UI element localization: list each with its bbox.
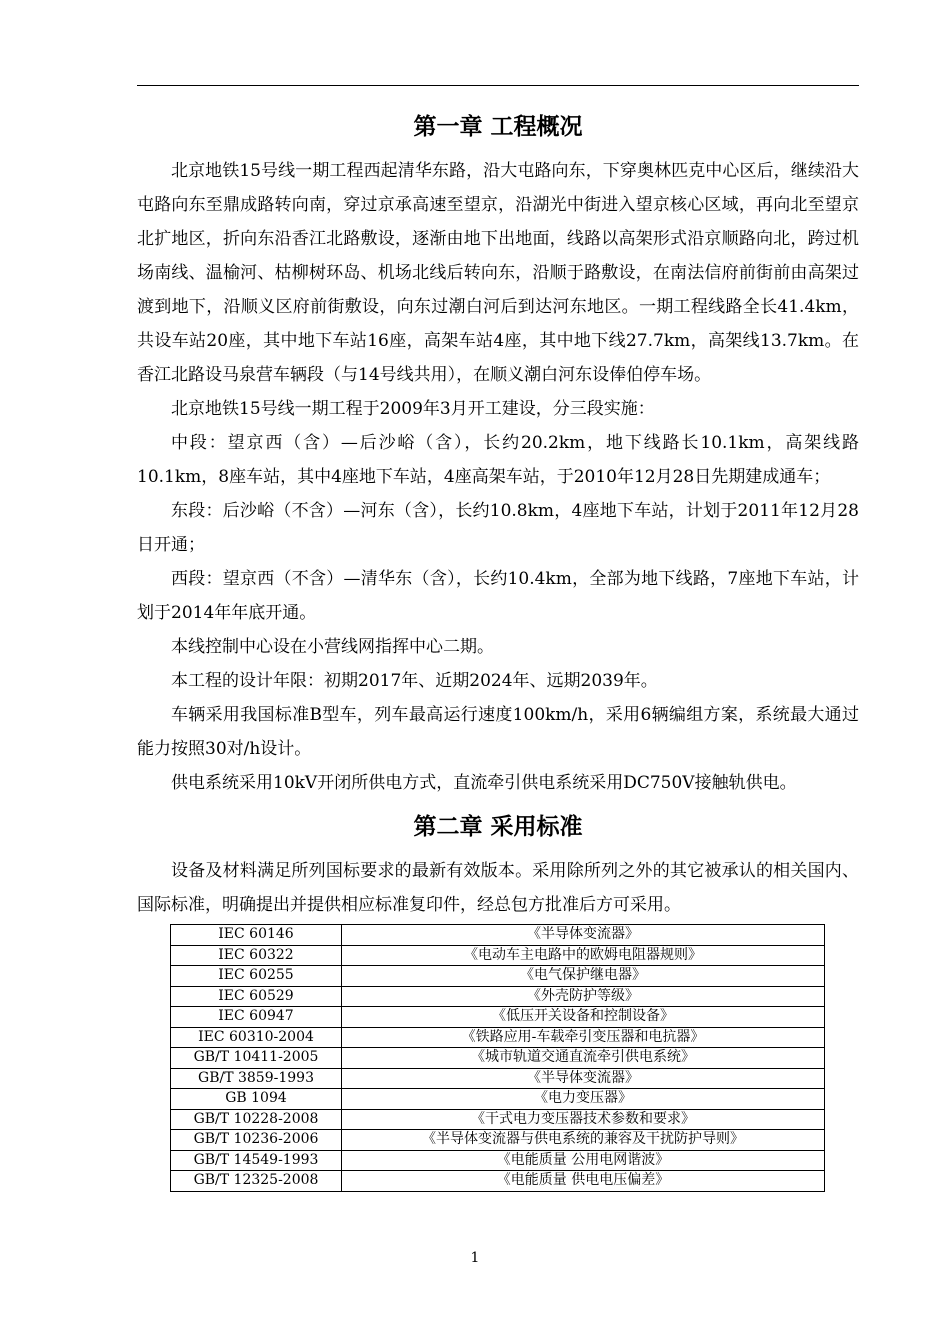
standard-name: 《半导体变流器》 — [342, 925, 825, 946]
standard-code: GB/T 12325-2008 — [171, 1171, 342, 1192]
table-row — [171, 1109, 825, 1130]
standard-code: GB/T 10228-2008 — [171, 1109, 342, 1130]
standard-code: GB/T 14549-1993 — [171, 1150, 342, 1171]
paragraph: 北京地铁15号线一期工程于2009年3月开工建设，分三段实施： — [171, 399, 655, 419]
table-row — [171, 966, 825, 987]
table-row — [171, 945, 825, 966]
paragraph: 本工程的设计年限：初期2017年、近期2024年、远期2039年。 — [171, 671, 658, 691]
table-row — [171, 1007, 825, 1028]
standard-name: 《电气保护继电器》 — [342, 966, 825, 987]
table-row — [171, 1171, 825, 1192]
standard-name: 《低压开关设备和控制设备》 — [342, 1007, 825, 1028]
standard-name: 《电力变压器》 — [342, 1089, 825, 1110]
standard-code: GB/T 10411-2005 — [171, 1048, 342, 1069]
standard-code: IEC 60529 — [171, 986, 342, 1007]
paragraph: 西段：望京西（不含）—清华东（含），长约10.4km，全部为地下线路，7座地下车站，计划于2014年年底开通。 — [137, 569, 859, 623]
table-row — [171, 1027, 825, 1048]
standard-code: GB/T 3859-1993 — [171, 1068, 342, 1089]
standard-code: GB/T 10236-2006 — [171, 1130, 342, 1151]
paragraph: 供电系统采用10kV开闭所供电方式，直流牵引供电系统采用DC750V接触轨供电。 — [171, 773, 797, 793]
paragraph: 北京地铁15号线一期工程西起清华东路，沿大屯路向东，下穿奥林匹克中心区后，继续沿大屯路向东至鼎成路转向南，穿过京承高速至望京，沿湖光中街进入望京核心区域，再向北至望京北扩地区，折向东沿香江北路敷设，逐渐由地下出地面，线路以高架形式沿京顺路向北，跨过机场南线、温榆河、枯柳树环岛、机场北线后转向东，沿顺于路敷设，在南法信府前街前由高架过渡到地下，沿顺义区府前街敷设，向东过潮白河后到达河东地区。一期工程线路全长41.4km，共设车站20座，其中地下车站16座，高架车站4座，其中地下线27.7km，高架线13.7km。在香江北路设马泉营车辆段（与14号线共用），在顺义潮白河东设俸伯停车场。 — [137, 161, 859, 385]
standard-code: IEC 60255 — [171, 966, 342, 987]
table-row — [171, 1048, 825, 1069]
standard-name: 《电动车主电路中的欧姆电阻器规则》 — [342, 945, 825, 966]
standard-code: GB 1094 — [171, 1089, 342, 1110]
table-row — [171, 986, 825, 1007]
standard-name: 《电能质量 公用电网谐波》 — [342, 1150, 825, 1171]
paragraph: 本线控制中心设在小营线网指挥中心二期。 — [171, 637, 494, 657]
chapter-1-body — [137, 154, 859, 800]
page-number: 1 — [470, 1250, 480, 1266]
paragraph: 东段：后沙峪（不含）—河东（含），长约10.8km，4座地下车站，计划于2011年12月28日开通； — [137, 501, 859, 555]
standard-code: IEC 60146 — [171, 925, 342, 946]
header-rule — [137, 85, 859, 86]
standard-code: IEC 60947 — [171, 1007, 342, 1028]
document-page — [137, 100, 859, 1192]
standard-name: 《城市轨道交通直流牵引供电系统》 — [342, 1048, 825, 1069]
standard-code: IEC 60322 — [171, 945, 342, 966]
standard-name: 《电能质量 供电电压偏差》 — [342, 1171, 825, 1192]
paragraph: 车辆采用我国标准B型车，列车最高运行速度100km/h，采用6辆编组方案，系统最大通过能力按照30对/h设计。 — [137, 705, 859, 759]
standards-table — [170, 924, 825, 1192]
table-row — [171, 1068, 825, 1089]
standard-name: 《铁路应用-车载牵引变压器和电抗器》 — [342, 1027, 825, 1048]
table-row — [171, 1089, 825, 1110]
table-row — [171, 925, 825, 946]
paragraph: 设备及材料满足所列国标要求的最新有效版本。采用除所列之外的其它被承认的相关国内、国际标准，明确提出并提供相应标准复印件，经总包方批准后方可采用。 — [137, 861, 859, 915]
paragraph: 中段：望京西（含）—后沙峪（含），长约20.2km，地下线路长10.1km，高架线路10.1km，8座车站，其中4座地下车站，4座高架车站，于2010年12月28日先期建成通车； — [137, 433, 859, 487]
chapter-1-title: 第一章 工程概况 — [413, 114, 583, 140]
chapter-2-title: 第二章 采用标准 — [413, 814, 583, 840]
standard-name: 《半导体变流器与供电系统的兼容及干扰防护导则》 — [342, 1130, 825, 1151]
standard-name: 《半导体变流器》 — [342, 1068, 825, 1089]
standard-name: 《外壳防护等级》 — [342, 986, 825, 1007]
table-row — [171, 1150, 825, 1171]
standard-name: 《干式电力变压器技术参数和要求》 — [342, 1109, 825, 1130]
table-row — [171, 1130, 825, 1151]
standard-code: IEC 60310-2004 — [171, 1027, 342, 1048]
